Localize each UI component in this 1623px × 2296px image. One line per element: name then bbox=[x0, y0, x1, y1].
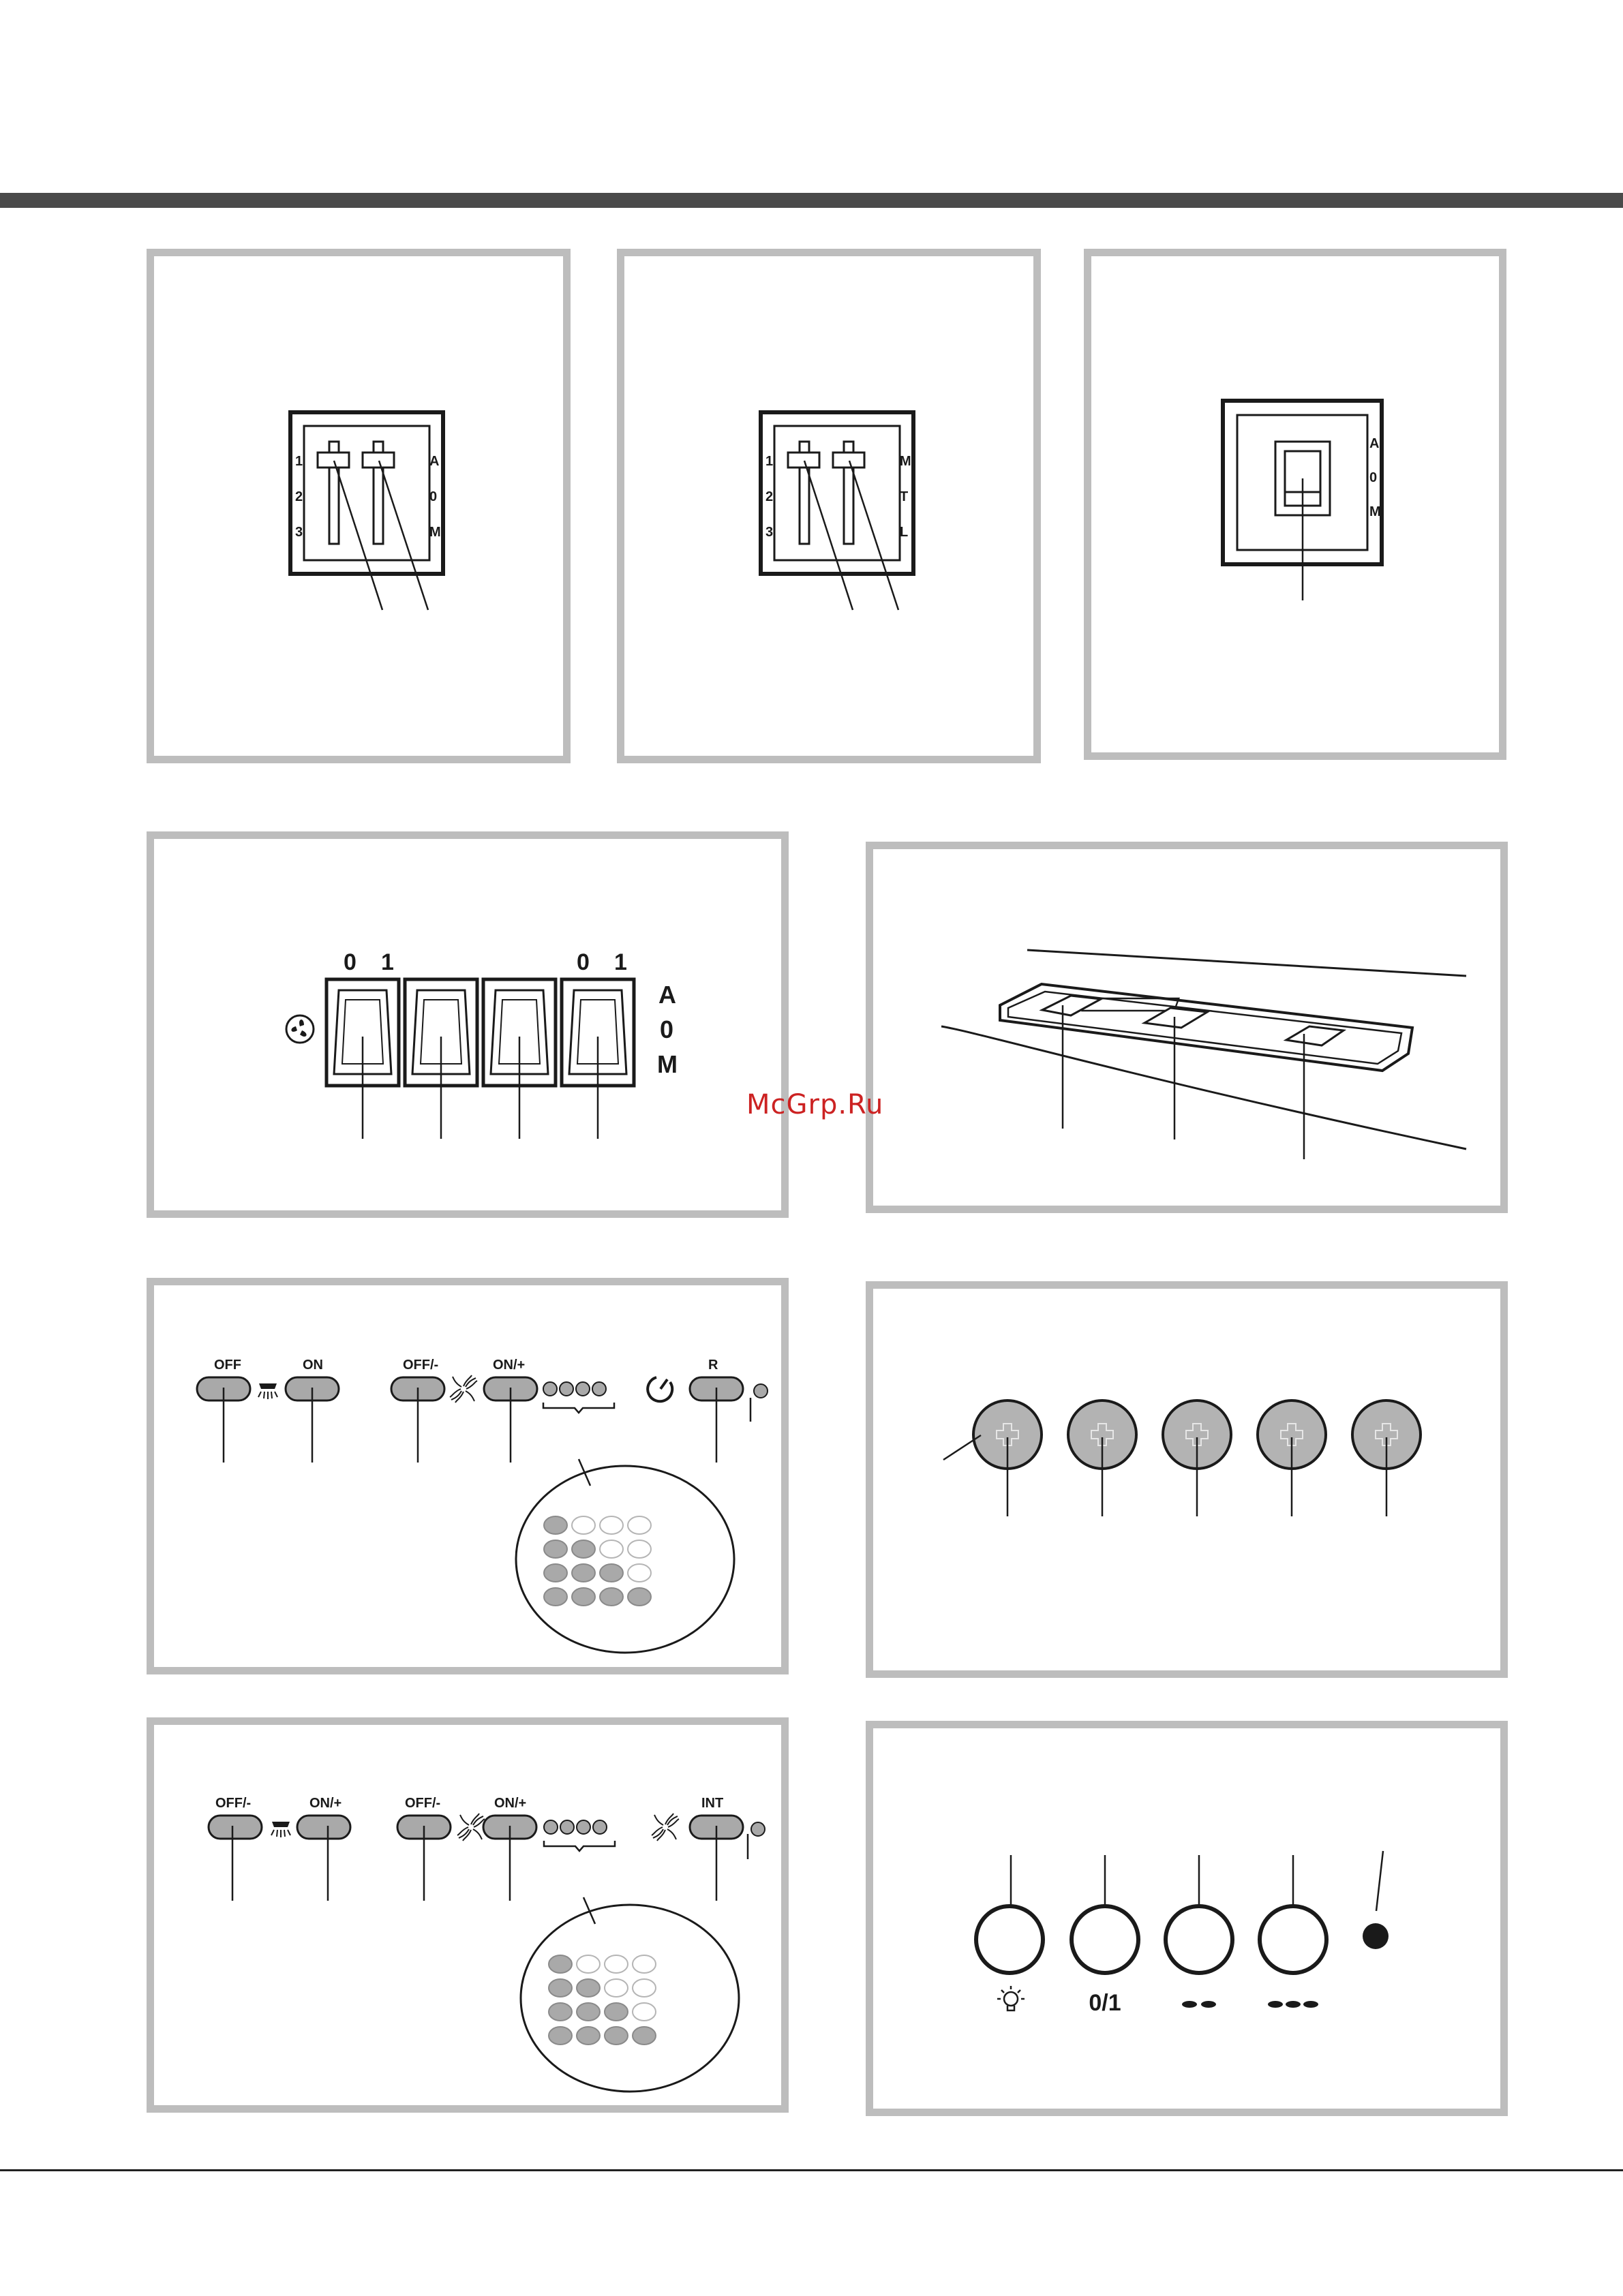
mark-left-3: 3 bbox=[765, 525, 774, 540]
panel-round-buttons bbox=[866, 1721, 1508, 2116]
indicator-led bbox=[1363, 1923, 1389, 1949]
rocker-switch-diagram bbox=[1091, 256, 1499, 752]
light-plus-button[interactable] bbox=[297, 1816, 350, 1839]
indicator-lit bbox=[577, 2027, 600, 2045]
top-rule bbox=[0, 193, 1623, 208]
indicator-lit bbox=[600, 1588, 623, 1606]
mark-left-2: 2 bbox=[295, 489, 303, 504]
panel-push-buttons-timer bbox=[147, 1278, 789, 1674]
fan-icon bbox=[652, 1813, 679, 1841]
indicator-lit bbox=[549, 2003, 572, 2021]
fan-icon bbox=[286, 1015, 314, 1043]
indicator-lit bbox=[572, 1588, 595, 1606]
panel-four-rockers bbox=[147, 831, 789, 1218]
indicator-unlit bbox=[572, 1516, 595, 1534]
indicator-lit bbox=[572, 1540, 595, 1558]
leader-line bbox=[804, 461, 853, 610]
mark-left-2: 2 bbox=[765, 489, 774, 504]
indicator-lit bbox=[549, 1979, 572, 1997]
round-knob-diagram bbox=[873, 1289, 1500, 1670]
mark-m: M bbox=[1369, 504, 1381, 519]
indicator-unlit bbox=[600, 1540, 623, 1558]
panel-perspective-sliders bbox=[866, 842, 1508, 1213]
hood-edge bbox=[1027, 950, 1466, 976]
scale-1: 1 bbox=[381, 949, 394, 975]
indicator-lit bbox=[572, 1564, 595, 1582]
mark-right-0: 0 bbox=[429, 489, 438, 504]
speed-three-round-button[interactable] bbox=[1260, 1906, 1326, 1973]
slider-knob-speed[interactable] bbox=[318, 453, 349, 468]
indicator-lit bbox=[544, 1540, 567, 1558]
button-label: OFF/- bbox=[215, 1796, 252, 1811]
light-round-button[interactable] bbox=[976, 1906, 1043, 1973]
indicator-unlit bbox=[605, 1979, 628, 1997]
indicator-unlit bbox=[577, 1955, 600, 1973]
indicator-lit bbox=[633, 2027, 656, 2045]
indicator-unlit bbox=[633, 2003, 656, 2021]
watermark: McGrp.Ru bbox=[746, 1089, 884, 1120]
mark-a: A bbox=[1369, 436, 1380, 451]
bottom-rule bbox=[0, 2169, 1623, 2171]
speed-led bbox=[592, 1382, 606, 1396]
indicator-unlit bbox=[628, 1540, 651, 1558]
speed-led bbox=[544, 1820, 558, 1834]
mark-left-1: 1 bbox=[765, 454, 774, 469]
speed-led bbox=[543, 1382, 557, 1396]
slider-button[interactable] bbox=[1286, 1026, 1344, 1045]
indicator-unlit bbox=[633, 1979, 656, 1997]
led-brace bbox=[543, 1403, 614, 1413]
push-button-diagram bbox=[154, 1285, 781, 1667]
push-button-diagram bbox=[154, 1725, 781, 2105]
leader-line bbox=[334, 461, 382, 610]
slider-switch-diagram bbox=[154, 256, 563, 756]
fan-icon bbox=[457, 1813, 485, 1841]
switch-housing-inner bbox=[304, 426, 429, 560]
indicator-magnifier bbox=[521, 1905, 739, 2092]
scale-0: 0 bbox=[577, 949, 590, 975]
slider-knob-mode[interactable] bbox=[833, 453, 864, 468]
indicator-unlit bbox=[633, 1955, 656, 1973]
button-label: OFF/- bbox=[405, 1796, 441, 1811]
light-minus-button[interactable] bbox=[209, 1816, 262, 1839]
mark-right-a: A bbox=[429, 454, 440, 469]
mark-right-t: T bbox=[900, 489, 909, 504]
mark-right-m: M bbox=[900, 454, 911, 469]
leader-line bbox=[849, 461, 898, 610]
button-label: OFF bbox=[214, 1358, 241, 1373]
timer-icon bbox=[648, 1377, 672, 1401]
button-label: OFF/- bbox=[403, 1358, 439, 1373]
bulb-icon bbox=[997, 1986, 1025, 2010]
indicator-lit bbox=[577, 1979, 600, 1997]
mark-m: M bbox=[657, 1050, 678, 1078]
speed-two-round-button[interactable] bbox=[1166, 1906, 1232, 1973]
switch-housing bbox=[761, 412, 913, 574]
scale-0: 0 bbox=[344, 949, 357, 975]
panel-push-buttons-interval bbox=[147, 1717, 789, 2113]
leader-line bbox=[1376, 1851, 1383, 1911]
button-label: ON bbox=[303, 1358, 323, 1373]
slider-switch-diagram bbox=[624, 256, 1033, 756]
button-label: ON/+ bbox=[309, 1796, 342, 1811]
indicator-lit bbox=[549, 2027, 572, 2045]
indicator-lit bbox=[605, 2003, 628, 2021]
indicator-lit bbox=[549, 1955, 572, 1973]
button-label: ON/+ bbox=[494, 1796, 527, 1811]
indicator-matrix bbox=[549, 1955, 656, 2045]
indicator-lit bbox=[600, 1564, 623, 1582]
indicator-matrix bbox=[544, 1516, 651, 1606]
speed-led bbox=[560, 1382, 573, 1396]
indicator-lit bbox=[544, 1564, 567, 1582]
switch-housing-inner bbox=[774, 426, 900, 560]
speed-led bbox=[560, 1820, 574, 1834]
indicator-lit bbox=[544, 1516, 567, 1534]
indicator-lit bbox=[605, 2027, 628, 2045]
panel-round-knobs bbox=[866, 1281, 1508, 1678]
panel-rocker-a0m bbox=[1084, 249, 1506, 760]
mark-left-1: 1 bbox=[295, 454, 303, 469]
mark-right-m: M bbox=[429, 525, 441, 540]
speed-led bbox=[576, 1382, 590, 1396]
panel-slider-switch-a0m bbox=[147, 249, 571, 763]
switch-housing bbox=[290, 412, 443, 574]
button-label: R bbox=[708, 1358, 718, 1373]
led-brace bbox=[544, 1841, 615, 1851]
slider-knob-mode[interactable] bbox=[363, 453, 394, 468]
indicator-lit bbox=[544, 1588, 567, 1606]
indicator-unlit bbox=[600, 1516, 623, 1534]
indicator-lit bbox=[628, 1588, 651, 1606]
scale-1: 1 bbox=[614, 949, 627, 975]
speed-led bbox=[577, 1820, 590, 1834]
speed-led bbox=[593, 1820, 607, 1834]
interval-led bbox=[751, 1822, 765, 1836]
four-rocker-diagram bbox=[154, 839, 781, 1210]
mark-a: A bbox=[658, 981, 676, 1009]
mark-right-l: L bbox=[900, 525, 909, 540]
speed-two-icon bbox=[1182, 2001, 1216, 2008]
mark-0: 0 bbox=[1369, 470, 1378, 485]
button-label: ON/+ bbox=[493, 1358, 526, 1373]
mark-0: 0 bbox=[660, 1015, 674, 1043]
light-icon bbox=[271, 1822, 290, 1837]
knob-row bbox=[973, 1400, 1421, 1516]
indicator-unlit bbox=[628, 1564, 651, 1582]
speed-three-icon bbox=[1268, 2001, 1318, 2008]
fan-icon bbox=[450, 1375, 477, 1403]
slider-knob-speed[interactable] bbox=[788, 453, 819, 468]
light-icon bbox=[258, 1383, 277, 1399]
slider-button[interactable] bbox=[1042, 996, 1101, 1015]
round-button-diagram bbox=[873, 1728, 1500, 2109]
timer-led bbox=[754, 1384, 768, 1398]
indicator-magnifier bbox=[516, 1466, 734, 1653]
button-label: INT bbox=[701, 1796, 724, 1811]
leader-line bbox=[379, 461, 428, 610]
indicator-unlit bbox=[628, 1516, 651, 1534]
power-label: 0/1 bbox=[1089, 1990, 1121, 2016]
hood-edge bbox=[941, 1026, 1466, 1149]
indicator-unlit bbox=[605, 1955, 628, 1973]
perspective-slider-diagram bbox=[873, 849, 1500, 1206]
power-round-button[interactable] bbox=[1072, 1906, 1138, 1973]
indicator-lit bbox=[577, 2003, 600, 2021]
panel-slider-switch-mtl bbox=[617, 249, 1041, 763]
mark-left-3: 3 bbox=[295, 525, 303, 540]
